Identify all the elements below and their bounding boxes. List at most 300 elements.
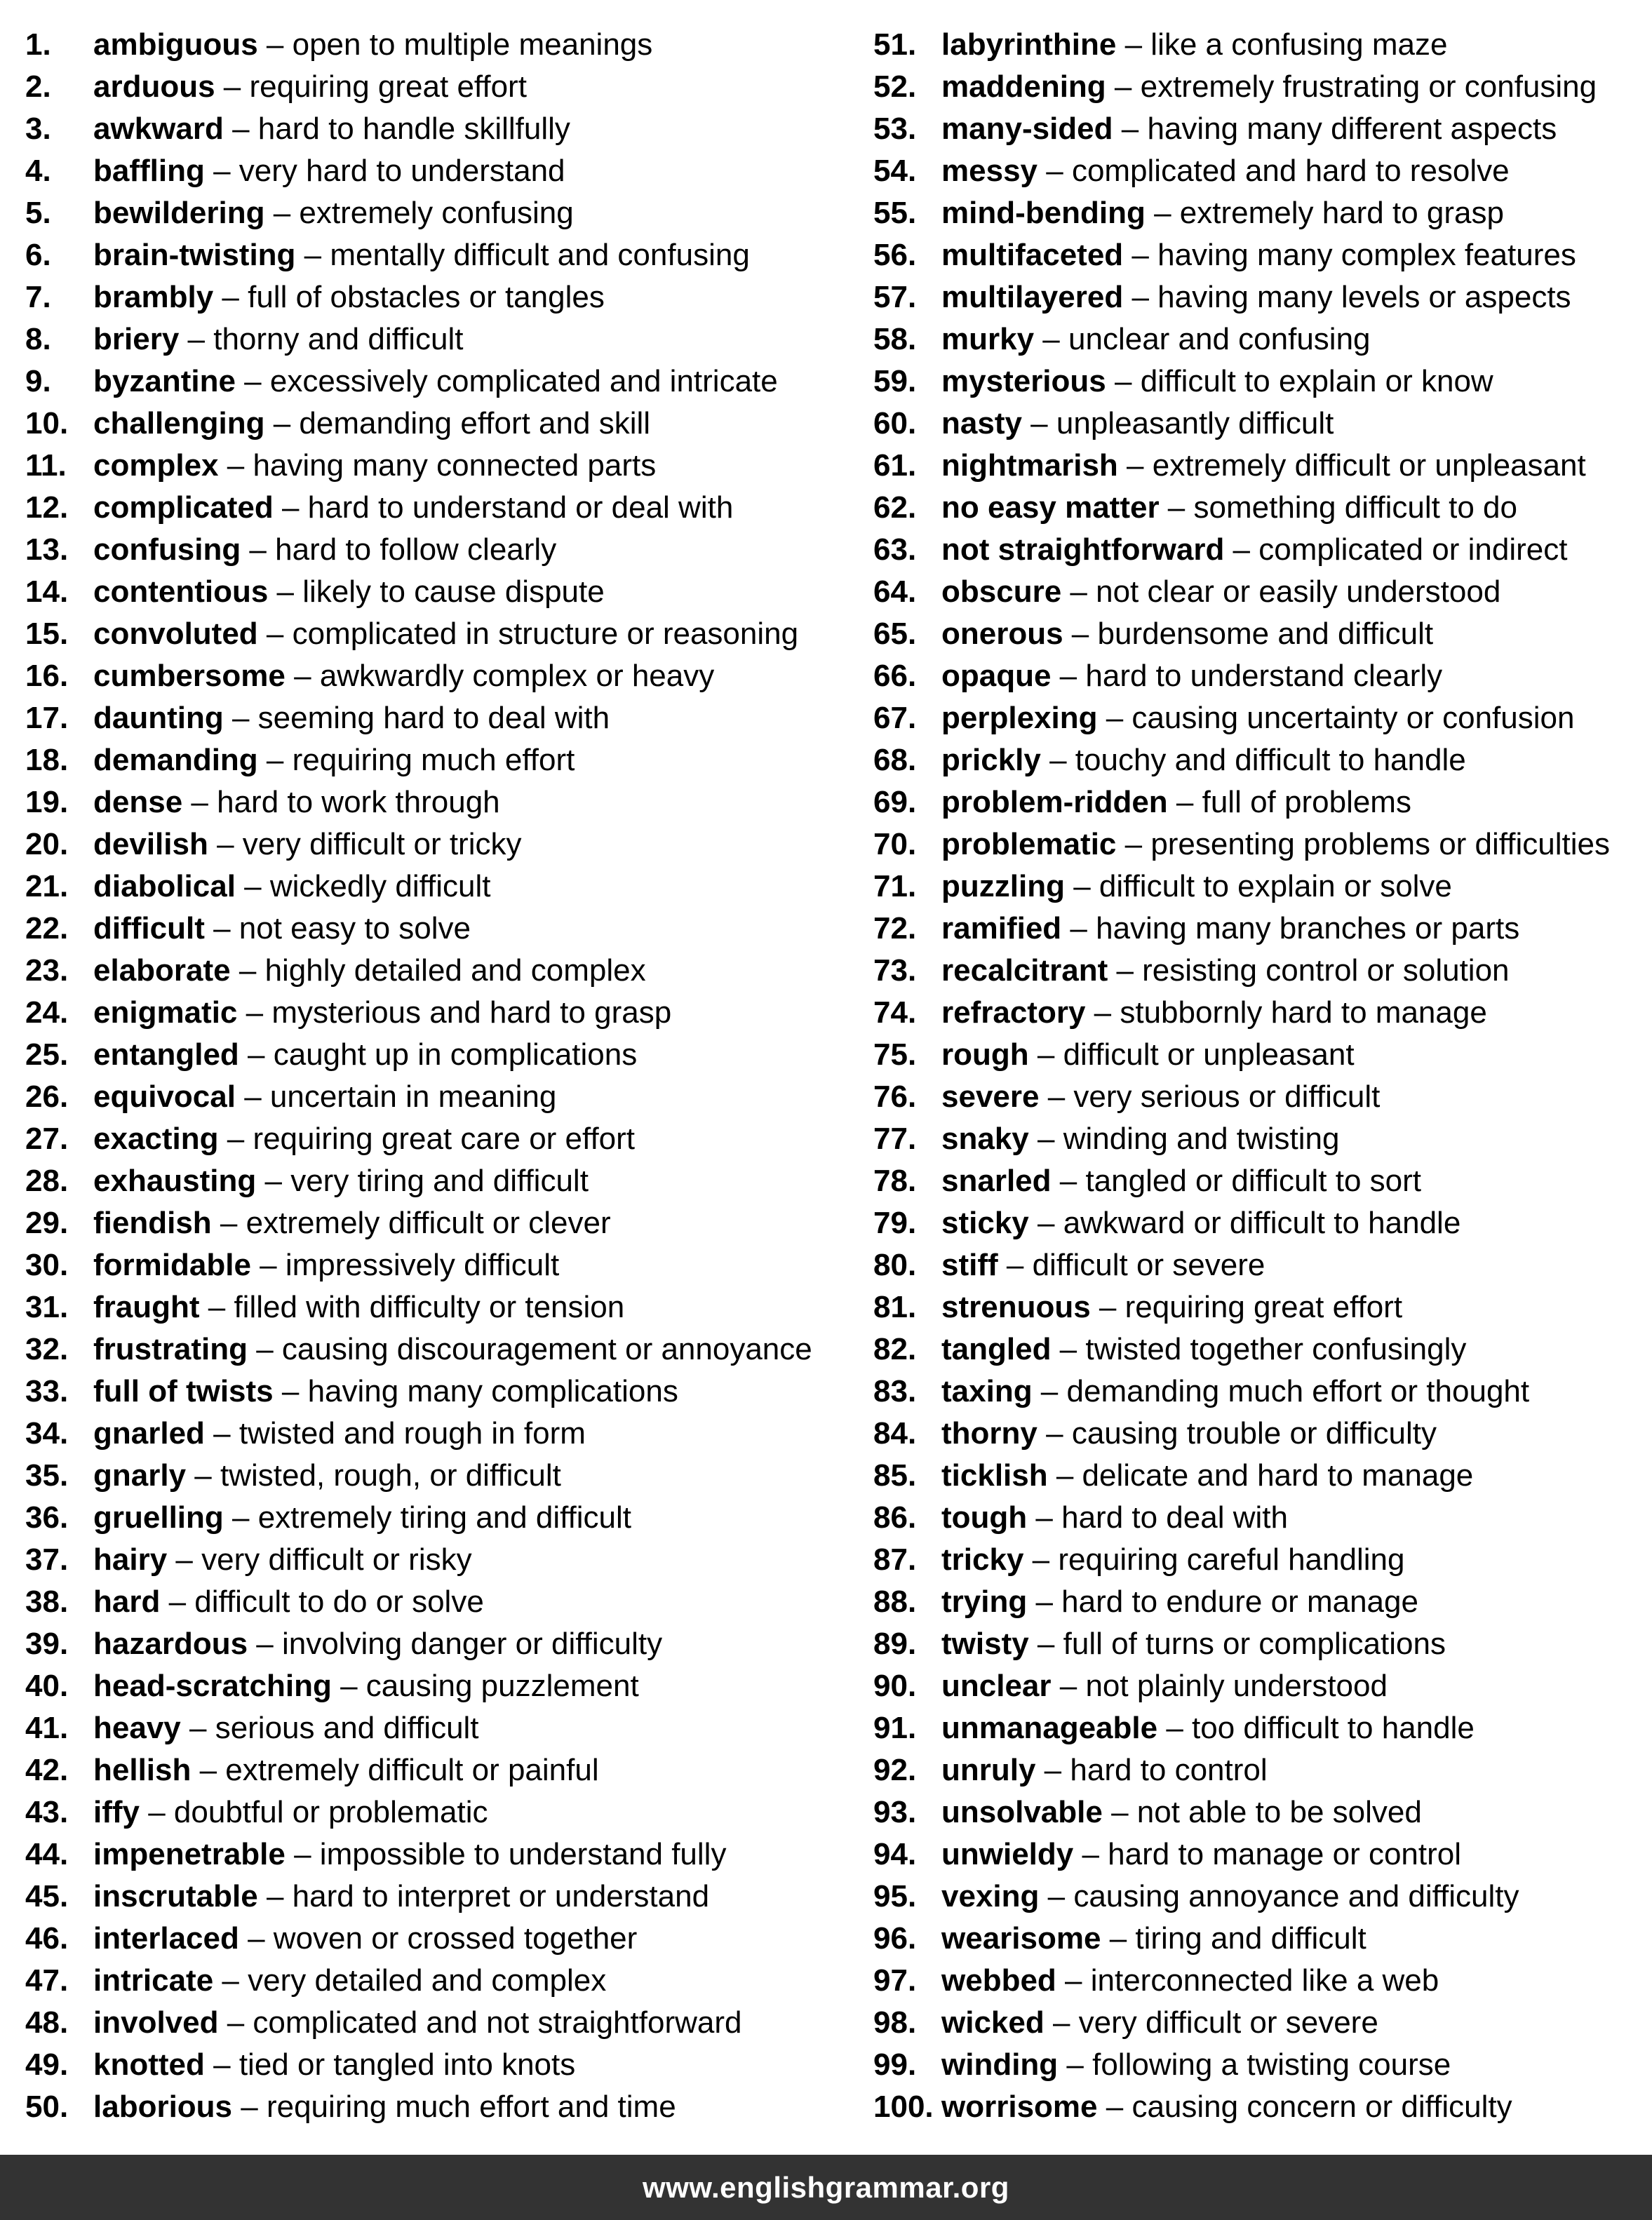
item-word: intricate	[93, 1963, 214, 1998]
item-number: 80.	[873, 1248, 917, 1282]
item-definition: twisted and rough in form	[239, 1416, 586, 1451]
item-separator: –	[167, 1542, 202, 1577]
item-separator: –	[1123, 280, 1158, 314]
list-item	[873, 318, 1645, 361]
list-item	[873, 2044, 1645, 2086]
item-separator: –	[199, 1290, 234, 1324]
list-item	[873, 1665, 1645, 1707]
item-separator: –	[1058, 2047, 1093, 2082]
item-definition: like a confusing maze	[1150, 27, 1448, 62]
item-definition: twisted together confusingly	[1085, 1332, 1467, 1366]
item-word: exhausting	[93, 1164, 257, 1198]
item-definition: having many levels or aspects	[1157, 280, 1571, 314]
item-definition: having many complications	[307, 1374, 678, 1408]
item-number: 82.	[873, 1332, 917, 1366]
item-number: 18.	[25, 743, 69, 777]
item-definition: awkwardly complex or heavy	[319, 659, 715, 693]
list-item	[873, 823, 1645, 866]
item-number: 8.	[25, 322, 51, 356]
item-word: bewildering	[93, 196, 265, 230]
item-definition: hard to handle skillfully	[257, 112, 570, 146]
list-item	[25, 1834, 832, 1876]
list-item	[873, 1118, 1645, 1160]
item-word: fiendish	[93, 1206, 212, 1240]
item-definition: difficult or severe	[1032, 1248, 1265, 1282]
list-item	[25, 1328, 832, 1371]
item-number: 16.	[25, 659, 69, 693]
item-separator: –	[213, 1963, 248, 1998]
item-separator: –	[1039, 1879, 1074, 1913]
item-definition: hard to interpret or understand	[292, 1879, 710, 1913]
item-word: ramified	[941, 911, 1062, 946]
item-word: severe	[941, 1079, 1040, 1114]
item-separator: –	[1035, 1753, 1070, 1787]
list-item	[873, 445, 1645, 487]
item-separator: –	[1021, 406, 1056, 440]
item-separator: –	[215, 69, 250, 104]
item-number: 28.	[25, 1164, 69, 1198]
item-word: tricky	[941, 1542, 1024, 1577]
item-definition: impressively difficult	[285, 1248, 560, 1282]
item-separator: –	[1101, 1921, 1136, 1956]
item-number: 66.	[873, 659, 917, 693]
item-separator: –	[1085, 995, 1120, 1030]
item-definition: requiring careful handling	[1058, 1542, 1405, 1577]
list-item	[25, 403, 832, 445]
item-separator: –	[273, 490, 308, 525]
item-separator: –	[1064, 869, 1099, 903]
item-definition: very difficult or tricky	[242, 827, 522, 861]
list-item	[873, 950, 1645, 992]
item-number: 77.	[873, 1122, 917, 1156]
item-word: enigmatic	[93, 995, 238, 1030]
item-separator: –	[1117, 448, 1153, 483]
item-separator: –	[1040, 743, 1075, 777]
item-word: multifaceted	[941, 238, 1124, 272]
list-item	[873, 866, 1645, 908]
item-separator: –	[239, 1037, 274, 1072]
list-item	[873, 1413, 1645, 1455]
list-item	[873, 1371, 1645, 1413]
item-definition: extremely confusing	[299, 196, 574, 230]
list-item	[25, 1371, 832, 1413]
item-number: 25.	[25, 1037, 69, 1072]
item-separator: –	[1063, 617, 1098, 651]
item-word: formidable	[93, 1248, 251, 1282]
item-number: 31.	[25, 1290, 69, 1324]
item-definition: difficult to explain or solve	[1099, 869, 1452, 903]
item-definition: causing uncertainty or confusion	[1131, 701, 1575, 735]
item-word: unmanageable	[941, 1711, 1158, 1745]
item-separator: –	[218, 448, 253, 483]
item-number: 65.	[873, 617, 917, 651]
list-item	[873, 234, 1645, 276]
item-separator: –	[1061, 911, 1096, 946]
item-separator: –	[1113, 112, 1148, 146]
item-separator: –	[218, 2005, 253, 2040]
item-separator: –	[239, 1921, 274, 1956]
item-number: 75.	[873, 1037, 917, 1072]
item-word: elaborate	[93, 953, 231, 988]
item-number: 84.	[873, 1416, 917, 1451]
item-number: 92.	[873, 1753, 917, 1787]
footer-bar	[0, 2155, 1652, 2220]
item-word: worrisome	[941, 2090, 1098, 2124]
item-separator: –	[208, 827, 243, 861]
item-definition: involving danger or difficulty	[281, 1627, 663, 1661]
item-word: diabolical	[93, 869, 236, 903]
item-definition: hard to follow clearly	[275, 532, 557, 567]
list-item	[25, 361, 832, 403]
item-number: 87.	[873, 1542, 917, 1577]
list-item	[873, 1202, 1645, 1244]
item-definition: extremely difficult or clever	[246, 1206, 611, 1240]
item-number: 33.	[25, 1374, 69, 1408]
item-definition: full of problems	[1202, 785, 1411, 819]
item-word: hellish	[93, 1753, 192, 1787]
item-number: 42.	[25, 1753, 69, 1787]
item-separator: –	[1159, 490, 1194, 525]
item-word: fraught	[93, 1290, 200, 1324]
item-separator: –	[235, 364, 270, 398]
item-number: 67.	[873, 701, 917, 735]
item-separator: –	[256, 1164, 291, 1198]
item-separator: –	[1037, 1416, 1072, 1451]
item-separator: –	[250, 1248, 286, 1282]
item-number: 10.	[25, 406, 69, 440]
item-word: onerous	[941, 617, 1063, 651]
list-item	[25, 1202, 832, 1244]
item-word: gnarled	[93, 1416, 205, 1451]
item-number: 61.	[873, 448, 917, 483]
item-separator: –	[257, 617, 293, 651]
item-definition: complicated and not straightforward	[253, 2005, 742, 2040]
item-number: 78.	[873, 1164, 917, 1198]
item-number: 30.	[25, 1248, 69, 1282]
item-separator: –	[140, 1795, 174, 1829]
item-number: 12.	[25, 490, 69, 525]
item-separator: –	[204, 154, 239, 188]
item-definition: winding and twisting	[1063, 1122, 1340, 1156]
item-word: difficult	[93, 911, 205, 946]
list-item	[25, 234, 832, 276]
item-separator: –	[285, 1837, 320, 1871]
item-word: no easy matter	[941, 490, 1160, 525]
item-separator: –	[1097, 701, 1132, 735]
item-word: unclear	[941, 1669, 1052, 1703]
item-word: problem-ridden	[941, 785, 1168, 819]
list-item	[873, 24, 1645, 66]
item-definition: requiring much effort	[292, 743, 575, 777]
item-definition: difficult or unpleasant	[1063, 1037, 1355, 1072]
list-item	[25, 1665, 832, 1707]
item-separator: –	[1116, 27, 1151, 62]
list-item	[873, 150, 1645, 192]
item-word: refractory	[941, 995, 1086, 1030]
list-item	[25, 739, 832, 781]
item-word: unwieldy	[941, 1837, 1074, 1871]
item-number: 88.	[873, 1585, 917, 1619]
item-separator: –	[1044, 2005, 1079, 2040]
list-item	[873, 571, 1645, 613]
item-definition: very difficult or severe	[1078, 2005, 1378, 2040]
list-item	[25, 908, 832, 950]
item-definition: too difficult to handle	[1192, 1711, 1475, 1745]
item-number: 14.	[25, 574, 69, 609]
item-word: complex	[93, 448, 219, 483]
footer-website-text: www.englishgrammar.org	[643, 2170, 1009, 2204]
list-item	[25, 66, 832, 108]
item-word: arduous	[93, 69, 215, 104]
item-definition: causing concern or difficulty	[1131, 2090, 1512, 2124]
list-item	[873, 529, 1645, 571]
item-word: taxing	[941, 1374, 1033, 1408]
item-word: nasty	[941, 406, 1022, 440]
item-word: full of twists	[93, 1374, 274, 1408]
item-word: impenetrable	[93, 1837, 286, 1871]
item-definition: likely to cause dispute	[302, 574, 605, 609]
item-definition: having many complex features	[1157, 238, 1576, 272]
item-number: 97.	[873, 1963, 917, 1998]
item-separator: –	[1097, 2090, 1132, 2124]
item-number: 57.	[873, 280, 917, 314]
item-number: 98.	[873, 2005, 917, 2040]
list-item	[873, 1286, 1645, 1328]
item-number: 52.	[873, 69, 917, 104]
item-word: trying	[941, 1585, 1028, 1619]
item-separator: –	[1028, 1206, 1063, 1240]
item-separator: –	[1123, 238, 1158, 272]
item-word: recalcitrant	[941, 953, 1108, 988]
list-item	[873, 613, 1645, 655]
item-definition: complicated in structure or reasoning	[292, 617, 799, 651]
list-item	[25, 1791, 832, 1834]
item-word: nightmarish	[941, 448, 1118, 483]
item-word: baffling	[93, 154, 205, 188]
list-item	[25, 2086, 832, 2128]
list-item	[25, 1960, 832, 2002]
item-separator: –	[1106, 69, 1141, 104]
item-number: 94.	[873, 1837, 917, 1871]
item-word: obscure	[941, 574, 1062, 609]
word-list-column-right	[873, 24, 1645, 2128]
item-definition: requiring great effort	[249, 69, 527, 104]
item-definition: impossible to understand fully	[319, 1837, 727, 1871]
item-definition: seeming hard to deal with	[257, 701, 610, 735]
item-separator: –	[1106, 364, 1141, 398]
item-number: 19.	[25, 785, 69, 819]
item-definition: very difficult or risky	[201, 1542, 472, 1577]
item-separator: –	[1051, 659, 1086, 693]
item-definition: following a twisting course	[1092, 2047, 1451, 2082]
list-item	[25, 192, 832, 234]
list-item	[25, 950, 832, 992]
item-word: brain-twisting	[93, 238, 296, 272]
list-item	[25, 1497, 832, 1539]
list-item	[873, 361, 1645, 403]
item-number: 54.	[873, 154, 917, 188]
item-definition: mentally difficult and confusing	[330, 238, 750, 272]
item-word: not straightforward	[941, 532, 1225, 567]
list-item	[873, 1834, 1645, 1876]
item-word: stiff	[941, 1248, 998, 1282]
list-item	[25, 823, 832, 866]
item-word: maddening	[941, 69, 1106, 104]
item-number: 22.	[25, 911, 69, 946]
item-separator: –	[1073, 1837, 1108, 1871]
item-separator: –	[204, 2047, 239, 2082]
item-number: 86.	[873, 1500, 917, 1535]
list-item	[873, 908, 1645, 950]
item-number: 26.	[25, 1079, 69, 1114]
item-word: snarled	[941, 1164, 1052, 1198]
item-number: 2.	[25, 69, 51, 104]
item-word: cumbersome	[93, 659, 286, 693]
item-definition: requiring great effort	[1124, 1290, 1403, 1324]
item-definition: complicated and hard to resolve	[1071, 154, 1510, 188]
item-separator: –	[1224, 532, 1259, 567]
item-separator: –	[160, 1585, 195, 1619]
item-number: 47.	[25, 1963, 69, 1998]
item-separator: –	[211, 1206, 246, 1240]
item-word: exacting	[93, 1122, 219, 1156]
item-separator: –	[1028, 1122, 1063, 1156]
list-item	[873, 1455, 1645, 1497]
list-item	[873, 1749, 1645, 1791]
item-definition: open to multiple meanings	[292, 27, 653, 62]
item-separator: –	[186, 1458, 220, 1493]
list-item	[873, 1328, 1645, 1371]
item-word: contentious	[93, 574, 269, 609]
list-item	[873, 1960, 1645, 2002]
item-separator: –	[1027, 1585, 1062, 1619]
item-separator: –	[1061, 574, 1096, 609]
item-separator: –	[232, 2090, 267, 2124]
item-word: byzantine	[93, 364, 236, 398]
word-list-column-left	[25, 24, 832, 2128]
item-definition: hard to manage or control	[1108, 1837, 1462, 1871]
item-definition: demanding much effort or thought	[1066, 1374, 1530, 1408]
item-word: tough	[941, 1500, 1028, 1535]
item-separator: –	[1108, 953, 1143, 988]
item-number: 6.	[25, 238, 51, 272]
item-separator: –	[1116, 827, 1151, 861]
item-number: 100.	[873, 2090, 934, 2124]
list-item	[873, 1791, 1645, 1834]
item-number: 50.	[25, 2090, 69, 2124]
list-item	[25, 2044, 832, 2086]
item-definition: very serious or difficult	[1073, 1079, 1381, 1114]
list-item	[25, 1539, 832, 1581]
list-item	[25, 276, 832, 318]
item-word: ticklish	[941, 1458, 1048, 1493]
item-separator: –	[1047, 1458, 1082, 1493]
item-number: 20.	[25, 827, 69, 861]
list-item	[873, 1623, 1645, 1665]
item-definition: filled with difficulty or tension	[234, 1290, 625, 1324]
item-number: 58.	[873, 322, 917, 356]
item-number: 51.	[873, 27, 917, 62]
list-item	[25, 487, 832, 529]
item-number: 37.	[25, 1542, 69, 1577]
list-item	[873, 276, 1645, 318]
list-item	[25, 1581, 832, 1623]
item-number: 48.	[25, 2005, 69, 2040]
item-number: 70.	[873, 827, 917, 861]
list-item	[25, 2002, 832, 2044]
list-item	[25, 24, 832, 66]
item-word: sticky	[941, 1206, 1029, 1240]
item-definition: demanding effort and skill	[299, 406, 651, 440]
item-separator: –	[1051, 1164, 1086, 1198]
item-word: hard	[93, 1585, 161, 1619]
list-item	[25, 1160, 832, 1202]
item-word: brambly	[93, 280, 214, 314]
list-item	[25, 318, 832, 361]
item-number: 3.	[25, 112, 51, 146]
item-number: 4.	[25, 154, 51, 188]
item-definition: caught up in complications	[273, 1037, 638, 1072]
item-number: 24.	[25, 995, 69, 1030]
item-definition: something difficult to do	[1193, 490, 1517, 525]
item-separator: –	[285, 659, 320, 693]
list-item	[25, 613, 832, 655]
item-separator: –	[1145, 196, 1180, 230]
list-item	[873, 1581, 1645, 1623]
item-word: prickly	[941, 743, 1041, 777]
item-word: webbed	[941, 1963, 1056, 1998]
item-separator: –	[1157, 1711, 1193, 1745]
item-number: 9.	[25, 364, 51, 398]
item-word: daunting	[93, 701, 224, 735]
item-number: 56.	[873, 238, 917, 272]
item-separator: –	[237, 995, 272, 1030]
item-word: snaky	[941, 1122, 1029, 1156]
item-word: head-scratching	[93, 1669, 332, 1703]
item-number: 81.	[873, 1290, 917, 1324]
list-item	[25, 108, 832, 150]
item-number: 72.	[873, 911, 917, 946]
list-item	[25, 781, 832, 823]
item-definition: full of turns or complications	[1063, 1627, 1446, 1661]
item-number: 64.	[873, 574, 917, 609]
item-definition: not easy to solve	[239, 911, 471, 946]
item-separator: –	[1032, 1374, 1067, 1408]
item-number: 60.	[873, 406, 917, 440]
item-word: interlaced	[93, 1921, 239, 1956]
item-number: 62.	[873, 490, 917, 525]
list-item	[25, 1076, 832, 1118]
item-word: devilish	[93, 827, 208, 861]
item-separator: –	[257, 1879, 293, 1913]
list-item	[873, 1918, 1645, 1960]
item-definition: causing trouble or difficulty	[1071, 1416, 1437, 1451]
item-number: 40.	[25, 1669, 69, 1703]
item-word: heavy	[93, 1711, 181, 1745]
item-separator: –	[1028, 1627, 1063, 1661]
list-item	[873, 739, 1645, 781]
item-separator: –	[248, 1627, 282, 1661]
item-number: 13.	[25, 532, 69, 567]
item-number: 68.	[873, 743, 917, 777]
item-separator: –	[1167, 785, 1202, 819]
item-word: hairy	[93, 1542, 168, 1577]
item-separator: –	[230, 953, 265, 988]
item-definition: having many branches or parts	[1096, 911, 1520, 946]
item-number: 38.	[25, 1585, 69, 1619]
item-number: 17.	[25, 701, 69, 735]
item-number: 91.	[873, 1711, 917, 1745]
